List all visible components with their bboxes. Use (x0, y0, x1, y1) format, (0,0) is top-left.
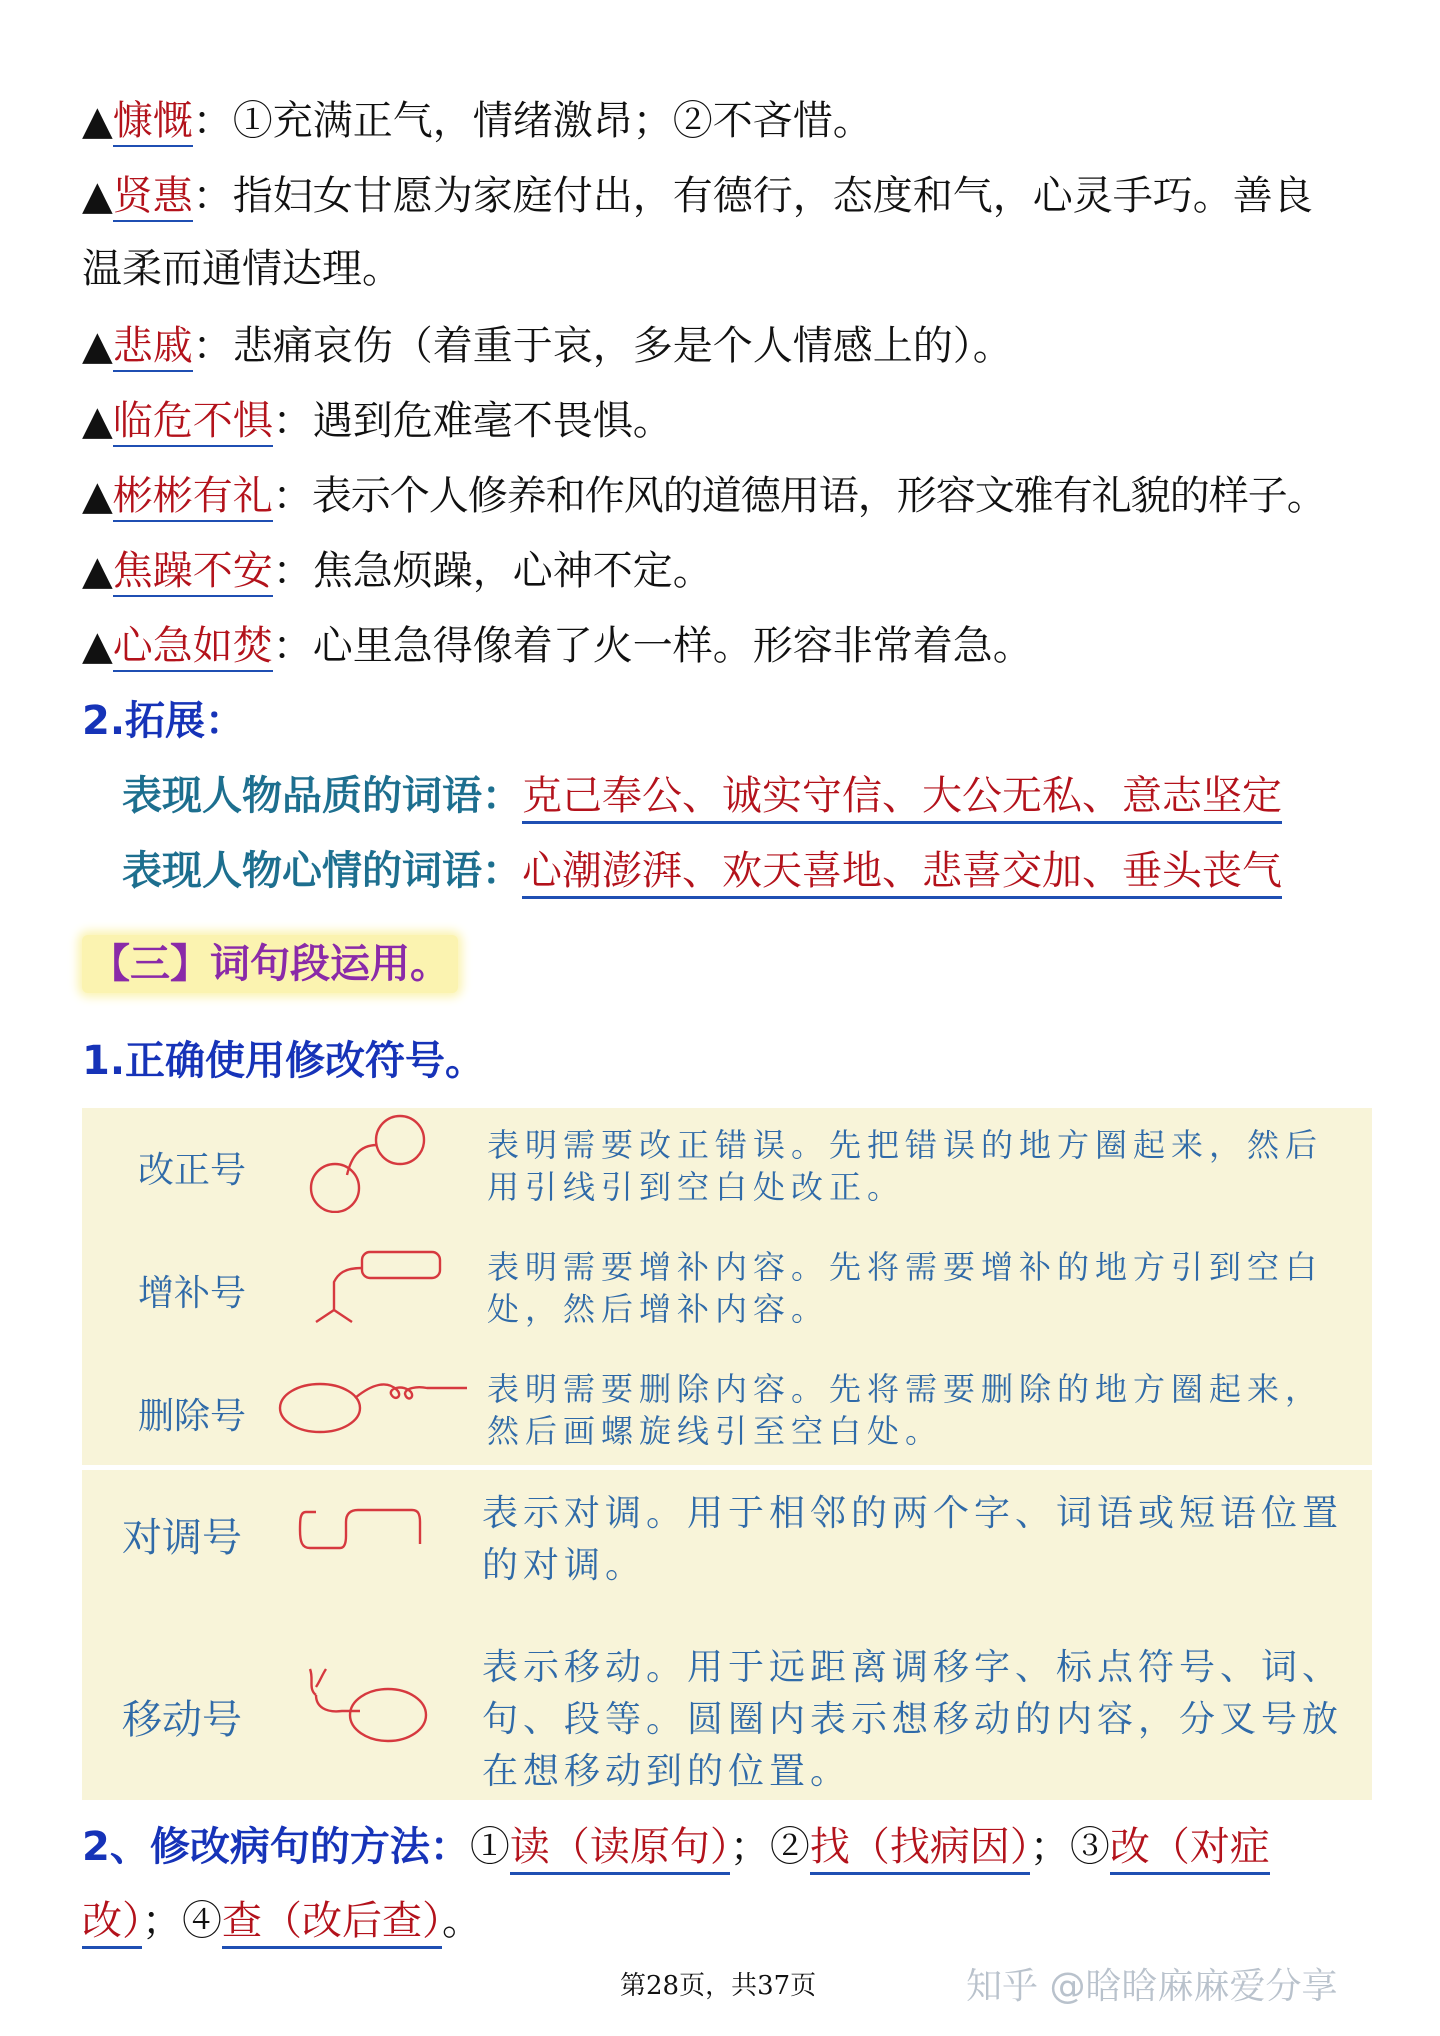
mood-label: 表现人物心情的词语： (122, 848, 522, 894)
quality-words-line (122, 767, 1282, 825)
entry-2-continued (82, 240, 402, 298)
entry-3 (82, 317, 1013, 375)
quality-words: 克己奉公、诚实守信、大公无私、意志坚定 (522, 773, 1282, 824)
separator: ； (729, 1824, 770, 1870)
symbol-description: 表示移动。用于远距离调移字、标点符号、词、句、段等。圆圈内表示想移动的内容，分叉号放在想移动到的位置。 (482, 1647, 1344, 1792)
triangle-icon: ▲ (82, 623, 113, 669)
method-line (82, 1818, 1270, 1876)
entry-term: 心急如焚 (113, 623, 273, 672)
symbol-description: 表示对调。用于相邻的两个字、词语或短语位置的对调。 (482, 1493, 1344, 1586)
symbol-name: 删除号 (138, 1396, 247, 1437)
mood-words: 心潮澎湃、欢天喜地、悲喜交加、垂头丧气 (522, 848, 1282, 899)
step-find: 找（找病因） (810, 1824, 1030, 1875)
entry-5 (82, 467, 1326, 525)
symbol-description: 表明需要增补内容。先将需要增补的地方引到空白处，然后增补内容。 (487, 1248, 1324, 1328)
period: 。 (442, 1898, 482, 1944)
triangle-icon: ▲ (82, 98, 113, 144)
entry-2 (82, 167, 1313, 225)
section-heading: 【三】词句段运用。 (82, 935, 458, 993)
entry-6 (82, 542, 713, 600)
deletion-mark-icon (277, 1370, 472, 1450)
step-fix-continued: 改） (82, 1898, 142, 1949)
mood-words-line (122, 842, 1282, 900)
entry-definition: ：悲痛哀伤（着重于哀，多是个人情感上的）。 (192, 323, 1013, 369)
symbol-name: 改正号 (138, 1150, 247, 1191)
entry-4 (82, 392, 673, 450)
entry-7 (82, 617, 1033, 675)
entry-definition-continued: 温柔而通情达理。 (82, 246, 402, 292)
entry-term: 悲戚 (113, 323, 193, 372)
symbol-name: 增补号 (138, 1273, 247, 1314)
symbol-description: 表明需要改正错误。先把错误的地方圈起来，然后用引线引到空白处改正。 (487, 1126, 1324, 1206)
entry-term: 彬彬有礼 (113, 473, 273, 522)
entry-definition: ：焦急烦躁，心神不定。 (272, 548, 713, 594)
entry-1 (82, 92, 873, 150)
triangle-icon: ▲ (82, 323, 113, 369)
watermark: 知乎 @晗晗麻麻爱分享 (966, 1966, 1338, 2007)
entry-definition: ：遇到危难毫不畏惧。 (272, 398, 673, 444)
entry-definition: ：①充满正气，情绪激昂；②不吝惜。 (192, 98, 873, 144)
entry-definition: ：表示个人修养和作风的道德用语，形容文雅有礼貌的样子。 (272, 473, 1326, 519)
separator: ； (142, 1898, 182, 1944)
entry-term: 慷慨 (113, 98, 193, 147)
method-label: 2、修改病句的方法： (82, 1824, 470, 1870)
page-number: 第28页，共37页 (620, 1971, 817, 2001)
quality-label: 表现人物品质的词语： (122, 773, 522, 819)
step-number: ② (769, 1824, 810, 1870)
triangle-icon: ▲ (82, 473, 113, 519)
symbols-panel-bottom (82, 1470, 1372, 1800)
symbols-panel-top (82, 1108, 1372, 1465)
triangle-icon: ▲ (82, 173, 113, 219)
triangle-icon: ▲ (82, 548, 113, 594)
symbol-name: 移动号 (122, 1697, 242, 1743)
symbol-name: 对调号 (122, 1515, 242, 1561)
step-number: ① (469, 1824, 510, 1870)
step-read: 读（读原句） (510, 1824, 730, 1875)
entry-term: 贤惠 (113, 173, 193, 222)
separator: ； (1029, 1824, 1070, 1870)
method-line-2 (82, 1892, 482, 1950)
triangle-icon: ▲ (82, 398, 113, 444)
insertion-mark-icon (304, 1248, 444, 1328)
extension-heading: 2.拓展： (82, 698, 246, 744)
entry-term: 焦躁不安 (113, 548, 273, 597)
step-number: ④ (182, 1898, 222, 1944)
entry-definition: ：指妇女甘愿为家庭付出，有德行，态度和气，心灵手巧。善良 (192, 173, 1313, 219)
step-number: ③ (1069, 1824, 1110, 1870)
move-mark-icon (282, 1665, 432, 1755)
entry-term: 临危不惧 (113, 398, 273, 447)
symbol-description: 表明需要删除内容。先将需要删除的地方圈起来，然后画螺旋线引至空白处。 (487, 1370, 1324, 1450)
correction-mark-icon (307, 1113, 437, 1213)
step-fix: 改（对症 (1110, 1824, 1270, 1875)
step-check: 查（改后查） (222, 1898, 442, 1949)
entry-definition: ：心里急得像着了火一样。形容非常着急。 (272, 623, 1033, 669)
swap-mark-icon (292, 1500, 432, 1570)
symbols-heading: 1.正确使用修改符号。 (82, 1038, 486, 1084)
